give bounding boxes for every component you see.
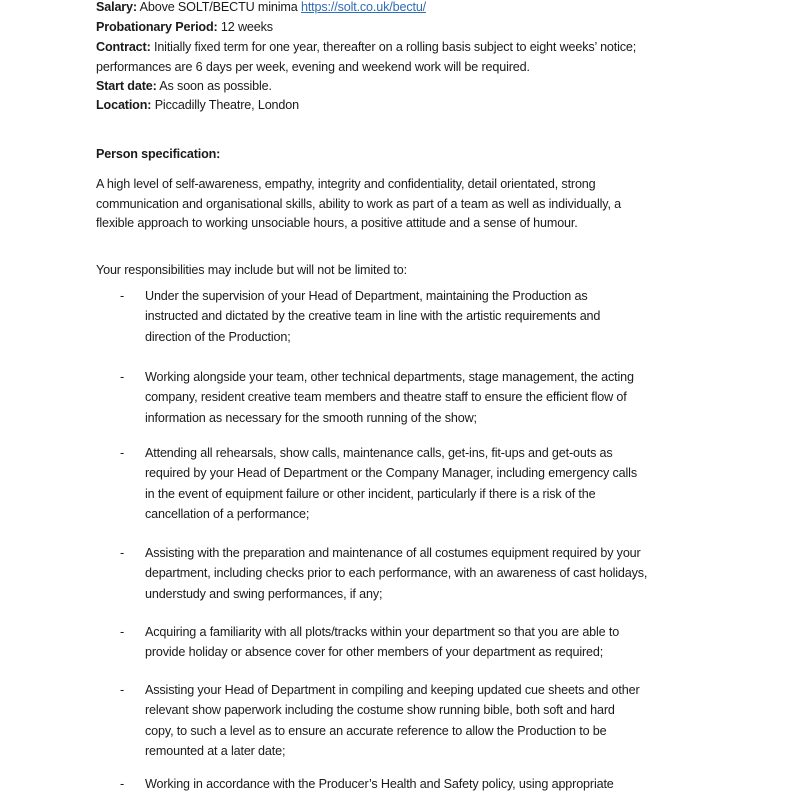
- detail-value: 12 weeks: [220, 20, 273, 34]
- list-item-line: department, including checks prior to each performance, with an awareness of cast holidays,: [145, 566, 648, 581]
- salary-link[interactable]: https://solt.co.uk/bectu/: [300, 0, 427, 14]
- detail-salary: [96, 0, 426, 16]
- list-item-line: Working alongside your team, other technical departments, stage management, the acting: [145, 370, 634, 384]
- detail-value: performances are 6 days per week, evening and weekend work will be required.: [96, 60, 530, 74]
- list-item-line: copy, to such a level as to ensure an accurate reference to allow the Production to be: [145, 723, 607, 738]
- list-item-line: required by your Head of Department or the Company Manager, including emergency calls: [145, 466, 637, 481]
- bullet-dash: -: [120, 777, 125, 791]
- detail-value: Piccadilly Theatre, London: [154, 98, 299, 112]
- section-heading: Person specification:: [96, 147, 221, 161]
- list-item-line: Attending all rehearsals, show calls, maintenance calls, get-ins, fit-ups and get-outs as: [145, 446, 613, 460]
- detail-value: Above SOLT/BECTU minima: [139, 0, 301, 14]
- bullet-dash: -: [120, 370, 125, 384]
- detail-start-date: [96, 78, 272, 95]
- detail-label: Salary:: [96, 0, 137, 14]
- detail-location: [96, 97, 299, 114]
- paragraph-line: flexible approach to working unsociable hours, a positive attitude and a sense of humour.: [96, 216, 578, 230]
- paragraph-line: A high level of self-awareness, empathy, integrity and confidentiality, detail orientated, strong: [96, 177, 596, 191]
- list-item-line: Working in accordance with the Producer’s Health and Safety policy, using appropriate: [145, 777, 614, 791]
- list-item-line: information as necessary for the smooth running of the show;: [145, 410, 477, 425]
- list-item-line: company, resident creative team members and theatre staff to ensure the efficient flow of: [145, 390, 627, 405]
- paragraph-line: communication and organisational skills, ability to work as part of a team as well as individually, a: [96, 197, 622, 211]
- list-item-line: relevant show paperwork including the costume show running bible, both soft and hard: [145, 703, 615, 718]
- list-item-line: Assisting your Head of Department in compiling and keeping updated cue sheets and other: [145, 683, 640, 697]
- list-item-line: Assisting with the preparation and maintenance of all costumes equipment required by your: [145, 546, 641, 560]
- list-item-line: understudy and swing performances, if any;: [145, 586, 383, 601]
- list-item-line: direction of the Production;: [145, 329, 291, 344]
- list-item-line: Under the supervision of your Head of Department, maintaining the Production as: [145, 289, 588, 303]
- detail-probation: [96, 19, 273, 36]
- detail-contract: [96, 39, 636, 56]
- list-item-line: provide holiday or absence cover for other members of your department as required;: [145, 645, 604, 660]
- list-item-line: in the event of equipment failure or other incident, particularly if there is a risk of the: [145, 486, 596, 501]
- list-item-line: instructed and dictated by the creative team in line with the artistic requirements and: [145, 309, 601, 324]
- list-item-line: cancellation of a performance;: [145, 506, 310, 521]
- detail-value: As soon as possible.: [159, 79, 272, 93]
- detail-label: Start date:: [96, 79, 157, 93]
- detail-label: Probationary Period:: [96, 20, 218, 34]
- bullet-dash: -: [120, 683, 125, 697]
- detail-label: Contract:: [96, 40, 151, 54]
- list-item-line: remounted at a later date;: [145, 743, 286, 758]
- list-item-line: Acquiring a familiarity with all plots/tracks within your department so that you are able to: [145, 625, 620, 639]
- detail-label: Location:: [96, 98, 152, 112]
- bullet-dash: -: [120, 625, 125, 639]
- bullet-dash: -: [120, 446, 125, 460]
- detail-value: Initially fixed term for one year, thereafter on a rolling basis subject to eight weeks’ notice;: [153, 40, 637, 54]
- responsibilities-intro: Your responsibilities may include but will not be limited to:: [96, 263, 407, 277]
- bullet-dash: -: [120, 289, 125, 303]
- detail-contract-cont: [96, 59, 530, 76]
- bullet-dash: -: [120, 546, 125, 560]
